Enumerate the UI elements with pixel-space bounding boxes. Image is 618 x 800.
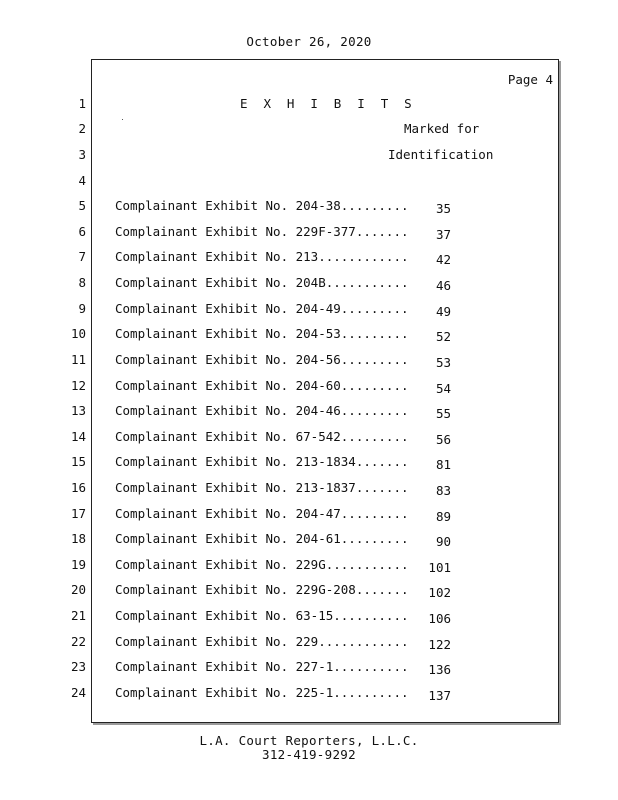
line-number: 22 [70,634,86,649]
exhibit-page: 54 [435,381,451,396]
exhibit-label: Complainant Exhibit No. 213-1837....... [115,480,409,495]
exhibit-label: Complainant Exhibit No. 67-542......... [115,429,409,444]
exhibit-row [115,249,451,267]
exhibit-page: 35 [435,201,451,216]
exhibit-row [115,352,451,370]
exhibit-row [115,608,451,626]
exhibit-label: Complainant Exhibit No. 204-47......... [115,506,409,521]
exhibit-row [115,659,451,677]
exhibit-page: 101 [428,560,451,575]
exhibit-row [115,198,451,216]
line-number: 9 [78,301,86,316]
exhibit-row [115,301,451,319]
exhibit-label: Complainant Exhibit No. 229G........... [115,557,409,572]
line-number: 8 [78,275,86,290]
page-number: Page 4 [507,72,553,87]
exhibit-label: Complainant Exhibit No. 229F-377....... [115,224,409,239]
exhibit-label: Complainant Exhibit No. 213............ [115,249,409,264]
stray-mark [122,119,123,120]
line-number: 20 [70,582,86,597]
exhibit-row [115,275,451,293]
exhibit-page: 42 [435,252,451,267]
exhibit-label: Complainant Exhibit No. 204-49......... [115,301,409,316]
exhibit-row [115,429,451,447]
line-number: 16 [70,480,86,495]
line-number: 18 [70,531,86,546]
line-number: 15 [70,454,86,469]
exhibit-label: Complainant Exhibit No. 204-38......... [115,198,409,213]
line-number: 3 [78,147,86,162]
line-number: 7 [78,249,86,264]
line-number: 19 [70,557,86,572]
line-number: 17 [70,506,86,521]
line-number: 4 [78,173,86,188]
exhibit-label: Complainant Exhibit No. 204-61......... [115,531,409,546]
exhibit-row [115,378,451,396]
exhibit-label: Complainant Exhibit No. 204-53......... [115,326,409,341]
line-number: 5 [78,198,86,213]
exhibit-page: 56 [435,432,451,447]
exhibit-page: 90 [435,534,451,549]
exhibit-row [115,531,451,549]
exhibit-row [115,582,451,600]
exhibit-page: 55 [435,406,451,421]
exhibit-label: Complainant Exhibit No. 213-1834....... [115,454,409,469]
line-number: 24 [70,685,86,700]
line-number: 10 [70,326,86,341]
line-number: 1 [78,96,86,111]
exhibit-label: Complainant Exhibit No. 204-60......... [115,378,409,393]
line-number: 23 [70,659,86,674]
line-number: 13 [70,403,86,418]
exhibit-label: Complainant Exhibit No. 204-56......... [115,352,409,367]
exhibit-row [115,557,451,575]
exhibit-page: 137 [428,688,451,703]
exhibits-title: E X H I B I T S [240,96,416,111]
exhibit-label: Complainant Exhibit No. 204B........... [115,275,409,290]
exhibit-label: Complainant Exhibit No. 225-1.......... [115,685,409,700]
exhibit-page: 37 [435,227,451,242]
exhibit-row [115,685,451,703]
exhibit-row [115,403,451,421]
exhibit-page: 83 [435,483,451,498]
footer-company: L.A. Court Reporters, L.L.C. [199,733,419,748]
exhibit-page: 89 [435,509,451,524]
line-number: 11 [70,352,86,367]
exhibit-page: 122 [428,637,451,652]
line-number: 12 [70,378,86,393]
column-heading-identification: Identification [388,147,494,162]
exhibit-label: Complainant Exhibit No. 229G-208....... [115,582,409,597]
line-number: 14 [70,429,86,444]
exhibit-page: 46 [435,278,451,293]
exhibit-label: Complainant Exhibit No. 204-46......... [115,403,409,418]
exhibit-page: 53 [435,355,451,370]
exhibit-page: 81 [435,457,451,472]
exhibit-page: 106 [428,611,451,626]
exhibit-row [115,326,451,344]
line-number: 2 [78,121,86,136]
exhibit-row [115,480,451,498]
exhibit-page: 136 [428,662,451,677]
line-number: 6 [78,224,86,239]
exhibit-label: Complainant Exhibit No. 227-1.......... [115,659,409,674]
exhibit-page: 52 [435,329,451,344]
exhibit-row [115,454,451,472]
exhibit-label: Complainant Exhibit No. 229............ [115,634,409,649]
column-heading-marked-for: Marked for [404,121,480,136]
line-number: 21 [70,608,86,623]
header-date: October 26, 2020 [246,34,372,49]
exhibit-page: 102 [428,585,451,600]
exhibit-label: Complainant Exhibit No. 63-15.......... [115,608,409,623]
footer-phone: 312-419-9292 [262,747,356,762]
exhibit-row [115,634,451,652]
exhibit-row [115,506,451,524]
exhibit-row [115,224,451,242]
exhibit-page: 49 [435,304,451,319]
